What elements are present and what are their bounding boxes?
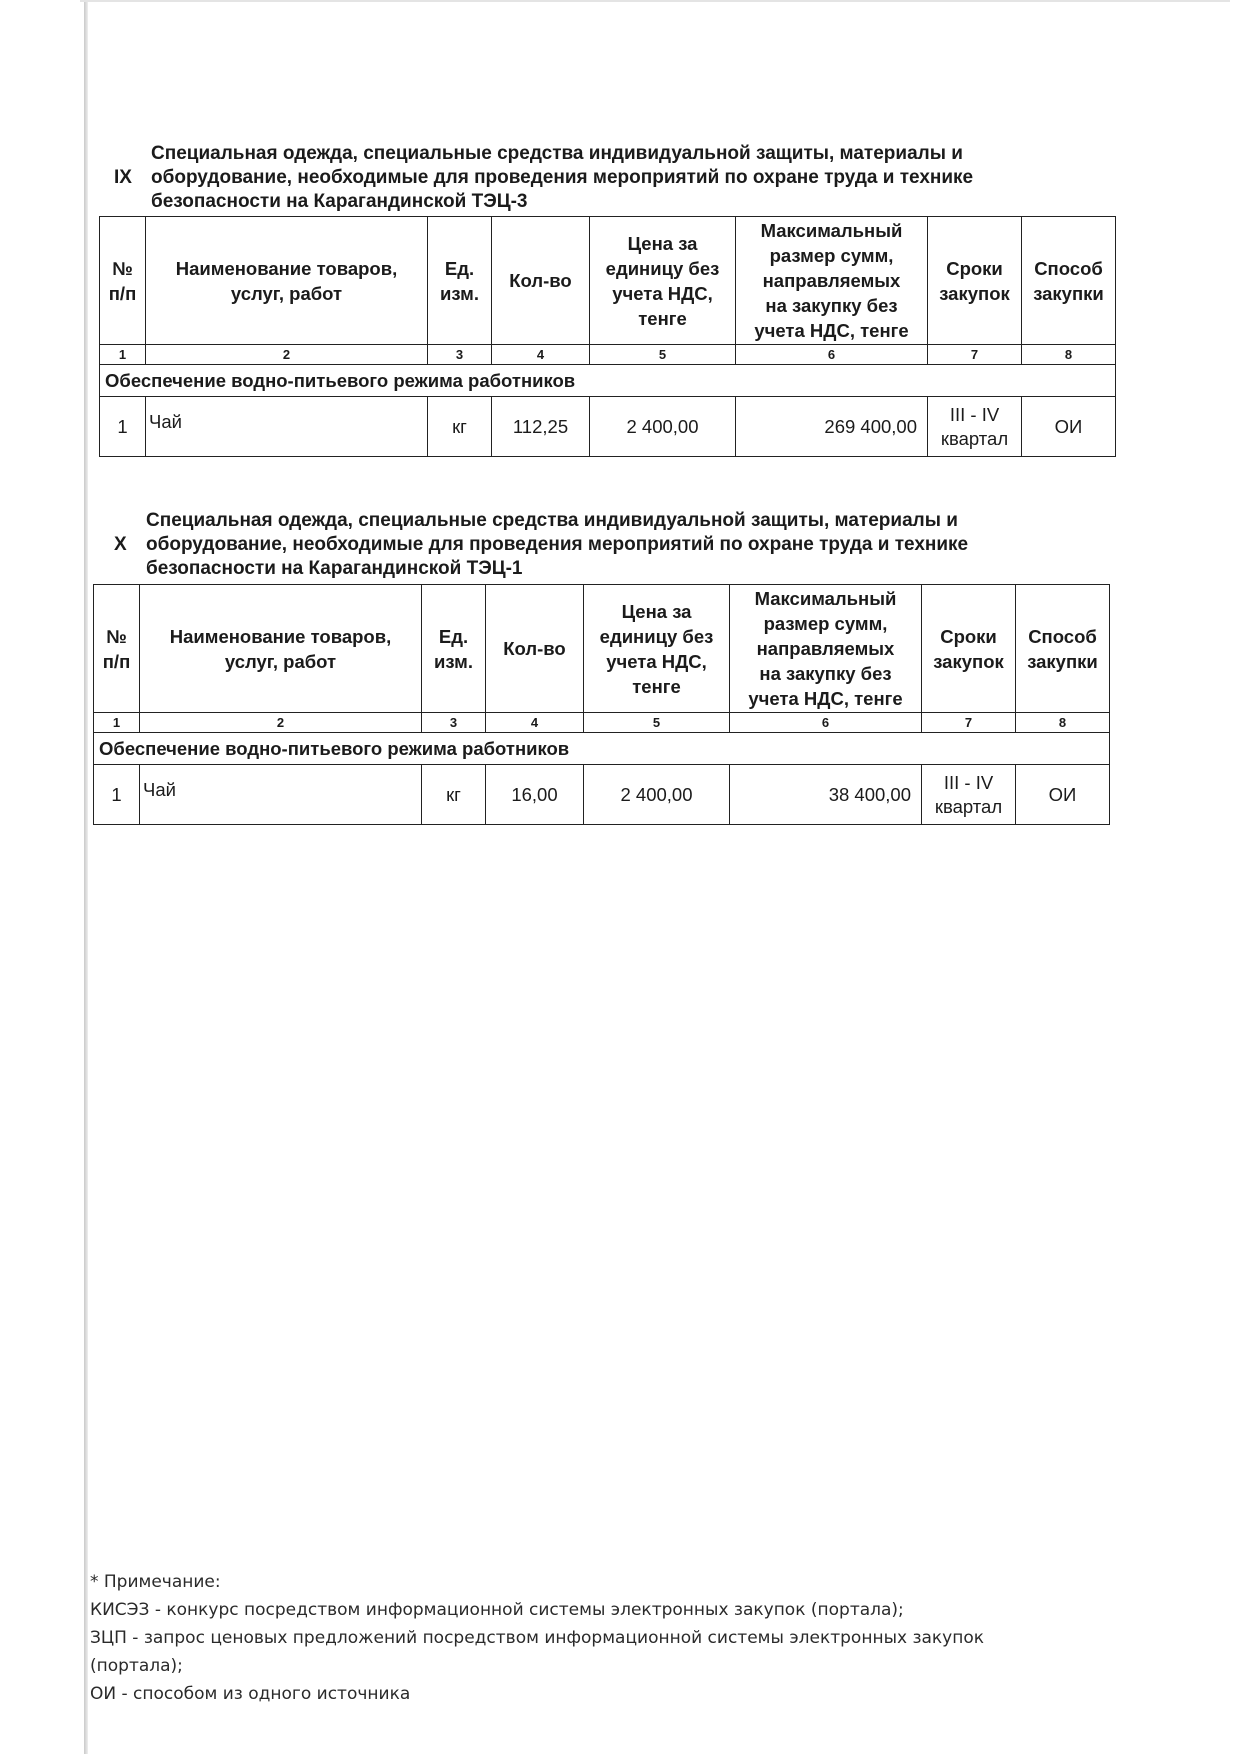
cell-method: ОИ	[1016, 765, 1110, 825]
col-header-name: Наименование товаров, услуг, работ	[146, 217, 428, 345]
group-row	[100, 365, 1116, 397]
col-header-unit: Ед. изм.	[428, 217, 492, 345]
column-number: 8	[1022, 345, 1116, 365]
col-header-method: Способ закупки	[1022, 217, 1116, 345]
col-header-unit: Ед. изм.	[422, 585, 486, 713]
section-number: IX	[114, 167, 132, 188]
col-header-price: Цена за единицу без учета НДС, тенге	[590, 217, 736, 345]
column-number: 3	[428, 345, 492, 365]
cell-unit: кг	[422, 765, 486, 825]
col-header-period: Сроки закупок	[922, 585, 1016, 713]
col-header-qty: Кол-во	[492, 217, 590, 345]
section-title-line: Специальная одежда, специальные средства индивидуальной защиты, материалы и	[151, 143, 963, 164]
cell-unit: кг	[428, 397, 492, 457]
cell-period: III - IV квартал	[922, 765, 1016, 825]
column-number-row	[94, 713, 1110, 733]
cell-qty: 16,00	[486, 765, 584, 825]
col-header-n: № п/п	[100, 217, 146, 345]
cell-max-sum: 269 400,00	[736, 397, 928, 457]
group-row	[94, 733, 1110, 765]
procurement-table	[99, 216, 1116, 457]
table-row	[100, 397, 1116, 457]
col-header-n: № п/п	[94, 585, 140, 713]
column-number: 2	[146, 345, 428, 365]
cell-method: ОИ	[1022, 397, 1116, 457]
group-title: Обеспечение водно-питьевого режима работников	[94, 733, 1110, 765]
col-header-method: Способ закупки	[1016, 585, 1110, 713]
cell-max-sum: 38 400,00	[730, 765, 922, 825]
column-number: 1	[100, 345, 146, 365]
footnote-title: * Примечание:	[90, 1572, 221, 1592]
col-header-qty: Кол-во	[486, 585, 584, 713]
footnote-line: ОИ - способом из одного источника	[90, 1684, 411, 1704]
col-header-name: Наименование товаров, услуг, работ	[140, 585, 422, 713]
scan-edge	[84, 0, 88, 1754]
column-number: 5	[590, 345, 736, 365]
header-row	[100, 217, 1116, 345]
section-title-line: оборудование, необходимые для проведения мероприятий по охране труда и технике	[151, 167, 974, 188]
cell-period: III - IV квартал	[928, 397, 1022, 457]
section-title	[151, 142, 973, 214]
section-title-line: Специальная одежда, специальные средства индивидуальной защиты, материалы и	[146, 510, 958, 531]
table-row	[94, 765, 1110, 825]
cell-qty: 112,25	[492, 397, 590, 457]
section-title-line: безопасности на Карагандинской ТЭЦ-1	[146, 558, 523, 579]
column-number: 4	[486, 713, 584, 733]
cell-n: 1	[94, 765, 140, 825]
column-number: 7	[928, 345, 1022, 365]
footnote-line: КИСЭЗ - конкурс посредством информационной системы электронных закупок (портала);	[90, 1600, 904, 1620]
cell-price: 2 400,00	[584, 765, 730, 825]
section-number: X	[114, 534, 127, 555]
section-title-line: безопасности на Карагандинской ТЭЦ-3	[151, 191, 528, 212]
column-number: 6	[736, 345, 928, 365]
footnote	[90, 1568, 1220, 1708]
column-number: 3	[422, 713, 486, 733]
column-number: 8	[1016, 713, 1110, 733]
column-number-row	[100, 345, 1116, 365]
procurement-table	[93, 584, 1110, 825]
column-number: 7	[922, 713, 1016, 733]
group-title: Обеспечение водно-питьевого режима работников	[100, 365, 1116, 397]
column-number: 6	[730, 713, 922, 733]
col-header-max-sum: Максимальный размер сумм, направляемых на закупку без учета НДС, тенге	[736, 217, 928, 345]
column-number: 4	[492, 345, 590, 365]
col-header-price: Цена за единицу без учета НДС, тенге	[584, 585, 730, 713]
cell-name: Чай	[140, 765, 422, 825]
column-number: 1	[94, 713, 140, 733]
header-row	[94, 585, 1110, 713]
cell-price: 2 400,00	[590, 397, 736, 457]
column-number: 5	[584, 713, 730, 733]
footnote-line: (портала);	[90, 1656, 183, 1676]
cell-n: 1	[100, 397, 146, 457]
col-header-period: Сроки закупок	[928, 217, 1022, 345]
column-number: 2	[140, 713, 422, 733]
section-title	[146, 509, 968, 581]
cell-name: Чай	[146, 397, 428, 457]
col-header-max-sum: Максимальный размер сумм, направляемых на закупку без учета НДС, тенге	[730, 585, 922, 713]
scan-edge-top	[80, 0, 1230, 2]
section-title-line: оборудование, необходимые для проведения мероприятий по охране труда и технике	[146, 534, 969, 555]
footnote-line: ЗЦП - запрос ценовых предложений посредством информационной системы электронных закупок	[90, 1628, 985, 1648]
